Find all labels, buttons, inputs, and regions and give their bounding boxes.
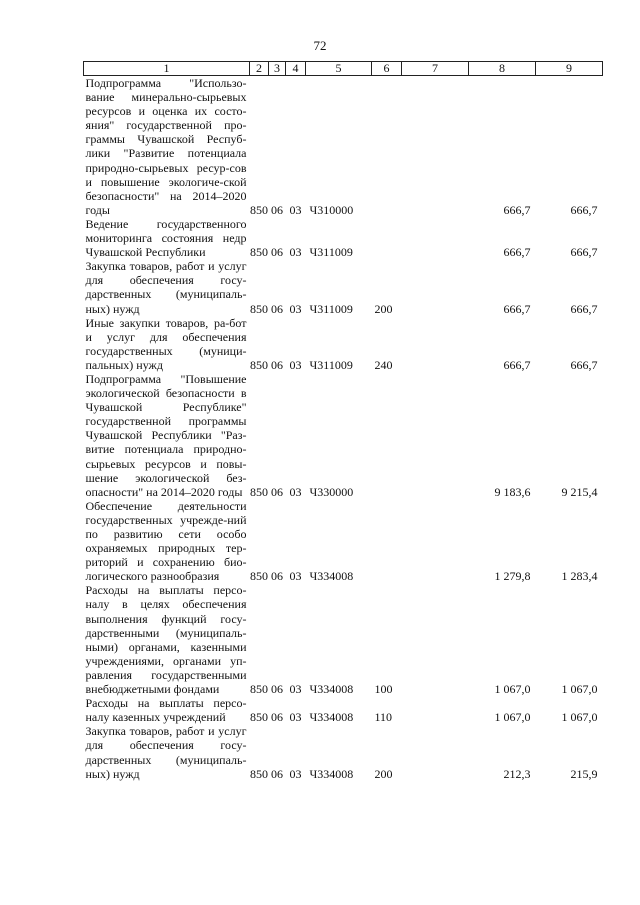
row-col8: 9 183,6 [494,484,531,499]
row-target: Ч310000 [309,202,354,217]
row-col7 [402,372,469,499]
table-header [84,62,603,76]
table-row [84,499,603,584]
row-subsection: 03 [289,766,302,781]
table-row [84,259,603,315]
header-col-8: 8 [469,62,536,76]
header-col-3: 3 [269,62,286,76]
row-col8: 666,7 [503,245,531,260]
row-section: 06 [271,682,283,697]
header-col-5: 5 [306,62,372,76]
table-body [84,76,603,781]
row-target: Ч334008 [309,710,354,725]
row-name: Иные закупки товаров, ра-бот и услуг для обеспечения государственных (муници-пальных) нужд [85,315,247,372]
row-col9: 9 215,4 [561,484,598,499]
row-target: Ч311009 [309,301,353,316]
row-col9: 666,7 [570,245,598,260]
row-col8: 1 067,0 [494,710,531,725]
row-section: 06 [271,357,283,372]
row-section: 06 [271,569,283,584]
header-col-1: 1 [84,62,250,76]
row-vr [372,372,402,499]
row-section: 06 [271,710,283,725]
row-col9: 1 283,4 [561,569,598,584]
row-target: Ч334008 [309,682,354,697]
row-subsection: 03 [289,710,302,725]
row-ministry: 850 [250,484,268,499]
header-col-4: 4 [286,62,306,76]
row-ministry: 850 [250,202,268,217]
row-ministry: 850 [250,357,268,372]
row-target: Ч330000 [309,484,354,499]
row-col9: 666,7 [570,357,598,372]
row-col7 [402,316,469,372]
row-ministry: 850 [250,682,268,697]
table-row [84,76,603,217]
row-vr [372,217,402,259]
row-name: Обеспечение деятельности государственных учрежде-ний по развитию сети особо охраняемых природных тер-риторий и сохранению био-логического разнообразия [85,498,247,584]
row-name: Закупка товаров, работ и услуг для обеспечения госу-дарственных (муниципаль-ных) нужд [85,259,247,316]
table-row [84,583,603,696]
row-col8: 1 279,8 [494,569,531,584]
row-name: Расходы на выплаты персо-налу в целях обеспечения выполнения функций госу-дарственными (муниципаль-ными) органами, казенными учреждениями, органами уп-равления государственными внебюджетными фондами [85,583,247,697]
row-vr [372,499,402,584]
header-col-9: 9 [536,62,603,76]
row-col8: 666,7 [503,357,531,372]
row-vr: 110 [374,710,393,725]
row-ministry: 850 [250,569,268,584]
row-col8: 666,7 [503,301,531,316]
header-col-2: 2 [250,62,269,76]
row-target: Ч311009 [309,245,353,260]
budget-table [83,61,603,781]
row-col7 [402,217,469,259]
table-row [84,372,603,499]
row-name: Подпрограмма "Использо-вание минерально-сырьевых ресурсов и оценка их состо-яния" государственной про-граммы Чувашской Респуб-лики "Развитие потенциала природно-сырьевых ресур-сов и повышение экологиче-ской безопасности" на 2014–2020 годы [85,76,247,217]
row-section: 06 [271,301,283,316]
row-subsection: 03 [289,357,302,372]
row-section: 06 [271,245,283,260]
row-section: 06 [271,202,283,217]
row-col7 [402,696,469,724]
table-row [84,696,603,724]
row-col9: 1 067,0 [561,682,598,697]
row-ministry: 850 [250,245,268,260]
row-name: Расходы на выплаты персо-налу казенных учреждений [85,696,247,725]
row-col7 [402,583,469,696]
row-col9: 215,9 [570,766,598,781]
table-row [84,316,603,372]
table-row [84,724,603,780]
row-section: 06 [271,484,283,499]
row-target: Ч334008 [309,569,354,584]
row-col8: 212,3 [503,766,531,781]
row-col9: 666,7 [570,301,598,316]
row-col7 [402,499,469,584]
row-ministry: 850 [250,766,268,781]
header-col-6: 6 [372,62,402,76]
row-subsection: 03 [289,484,302,499]
row-vr: 240 [374,357,393,372]
row-subsection: 03 [289,301,302,316]
table-row [84,217,603,259]
row-vr: 100 [374,682,393,697]
row-col7 [402,724,469,780]
row-col7 [402,259,469,315]
row-vr [372,76,402,217]
row-col9: 666,7 [570,202,598,217]
row-col8: 1 067,0 [494,682,531,697]
row-col9: 1 067,0 [561,710,598,725]
row-section: 06 [271,766,283,781]
row-vr: 200 [374,766,393,781]
row-col8: 666,7 [503,202,531,217]
row-subsection: 03 [289,245,302,260]
row-target: Ч334008 [309,766,354,781]
row-name: Подпрограмма "Повышение экологической безопасности в Чувашской Республике" государственной программы Чувашской Республики "Раз-витие потенциала природно-сырьевых ресурсов и повы-шение экологической без-опасности" на 2014–2020 годы [85,371,247,499]
page-number: 72 [313,38,327,53]
row-col7 [402,76,469,217]
row-name: Закупка товаров, работ и услуг для обеспечения госу-дарственных (муниципаль-ных) нужд [85,724,247,781]
row-vr: 200 [374,301,393,316]
row-ministry: 850 [250,301,268,316]
row-name: Ведение государственного мониторинга состояния недр Чувашской Республики [85,216,247,260]
row-target: Ч311009 [309,357,353,372]
row-subsection: 03 [289,682,302,697]
row-ministry: 850 [250,710,268,725]
row-subsection: 03 [289,202,302,217]
row-subsection: 03 [289,569,302,584]
header-col-7: 7 [402,62,469,76]
header-row [84,62,603,76]
